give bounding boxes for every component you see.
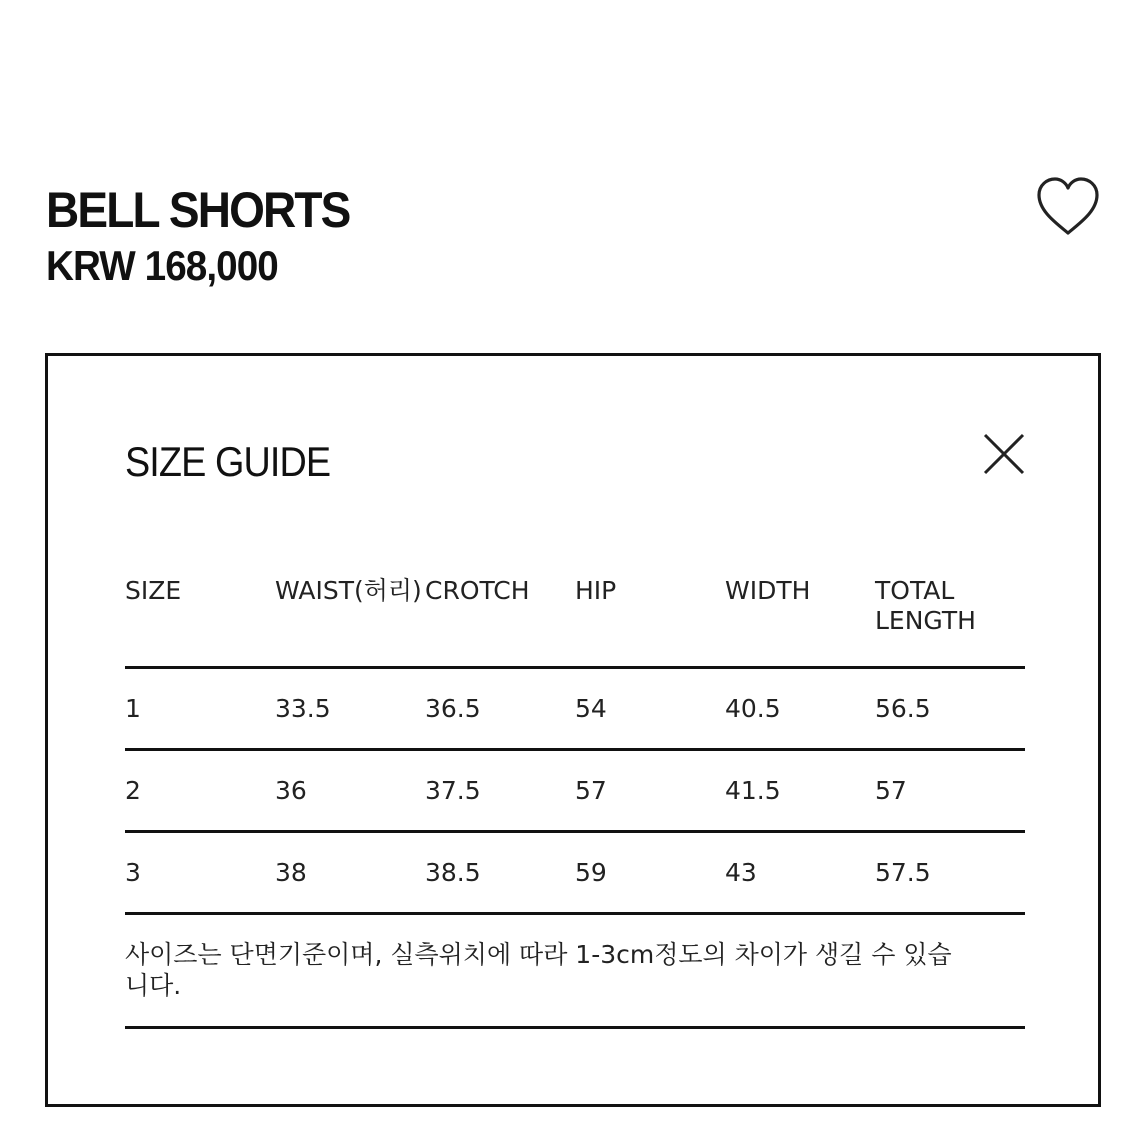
close-x-icon bbox=[982, 432, 1026, 476]
close-button[interactable] bbox=[982, 432, 1026, 476]
column-header-waist: WAIST(허리) bbox=[275, 576, 425, 668]
table-cell: 54 bbox=[575, 668, 725, 750]
table-cell: 57 bbox=[875, 750, 1025, 832]
table-cell: 3 bbox=[125, 832, 275, 914]
size-table bbox=[125, 576, 1025, 915]
table-header-row bbox=[125, 576, 1025, 668]
table-cell: 56.5 bbox=[875, 668, 1025, 750]
table-cell: 57 bbox=[575, 750, 725, 832]
table-row bbox=[125, 832, 1025, 914]
column-header-size: SIZE bbox=[125, 576, 275, 668]
size-guide-title: SIZE GUIDE bbox=[125, 438, 331, 485]
table-cell: 1 bbox=[125, 668, 275, 750]
table-cell: 41.5 bbox=[725, 750, 875, 832]
table-cell: 38.5 bbox=[425, 832, 575, 914]
table-cell: 37.5 bbox=[425, 750, 575, 832]
column-header-width: WIDTH bbox=[725, 576, 875, 668]
product-price: KRW 168,000 bbox=[46, 242, 278, 289]
table-cell: 59 bbox=[575, 832, 725, 914]
column-header-hip: HIP bbox=[575, 576, 725, 668]
table-cell: 43 bbox=[725, 832, 875, 914]
wishlist-button[interactable] bbox=[1034, 174, 1102, 240]
size-guide-modal bbox=[45, 353, 1101, 1107]
table-row bbox=[125, 750, 1025, 832]
column-header-crotch: CROTCH bbox=[425, 576, 575, 668]
size-note: 사이즈는 단면기준이며, 실측위치에 따라 1-3cm정도의 차이가 생길 수 있습니다. bbox=[125, 919, 1025, 1029]
product-title: BELL SHORTS bbox=[46, 182, 350, 238]
table-row bbox=[125, 668, 1025, 750]
heart-outline-icon bbox=[1034, 174, 1102, 240]
table-cell: 2 bbox=[125, 750, 275, 832]
table-cell: 36.5 bbox=[425, 668, 575, 750]
table-cell: 38 bbox=[275, 832, 425, 914]
table-cell: 57.5 bbox=[875, 832, 1025, 914]
table-cell: 33.5 bbox=[275, 668, 425, 750]
column-header-total-length: TOTAL LENGTH bbox=[875, 576, 1025, 668]
table-cell: 40.5 bbox=[725, 668, 875, 750]
table-cell: 36 bbox=[275, 750, 425, 832]
